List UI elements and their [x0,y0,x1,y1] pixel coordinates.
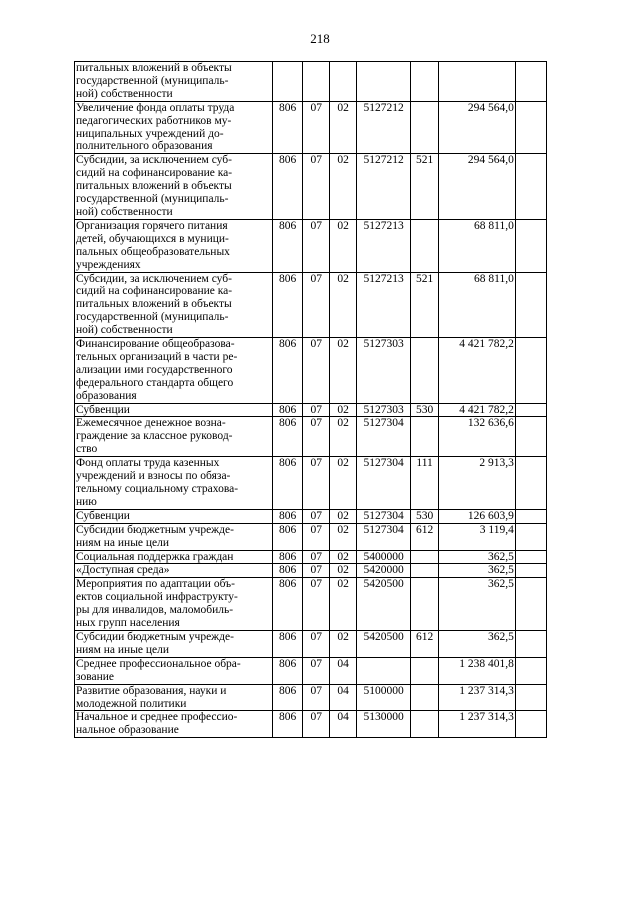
subsection-code: 02 [330,630,357,657]
row-name-line: Субсидии бюджетным учрежде- [76,630,234,643]
row-name-line: ниципальных учреждений до- [76,127,224,140]
row-name-line: ной) собственности [76,205,173,218]
amount: 4 421 782,2 [439,338,516,404]
row-name [75,564,273,578]
expense-type-code [411,711,439,738]
empty-cell [515,550,546,564]
ved-code: 806 [273,338,303,404]
row-name-line: Субвенции [76,509,130,522]
row-name [75,101,273,154]
row-name-line: образования [76,389,137,402]
table-row [75,457,547,510]
amount [439,62,516,102]
table-row [75,657,547,684]
expense-type-code: 612 [411,630,439,657]
section-code: 07 [303,417,330,457]
section-code: 07 [303,101,330,154]
row-name-line: граждение за классное руковод- [76,430,233,443]
amount: 3 119,4 [439,523,516,550]
amount: 68 811,0 [439,219,516,272]
target-article-code: 5100000 [357,684,411,711]
target-article-code [357,657,411,684]
row-name [75,711,273,738]
row-name-line: ниям на иные цели [76,643,170,656]
ved-code: 806 [273,523,303,550]
table-row [75,550,547,564]
table-row [75,711,547,738]
ved-code: 806 [273,457,303,510]
amount: 68 811,0 [439,272,516,338]
row-name-line: ры для инвалидов, маломобиль- [76,604,234,617]
row-name-line: Финансирование общеобразова- [76,338,235,351]
page-number: 218 [310,31,330,46]
row-name-line: питальных вложений в объекты [76,298,232,311]
row-name [75,272,273,338]
table-row [75,523,547,550]
table-row [75,403,547,417]
target-article-code: 5420500 [357,630,411,657]
section-code [303,62,330,102]
amount: 1 237 314,3 [439,711,516,738]
ved-code: 806 [273,403,303,417]
row-name-line: тельному социальному страхова- [76,483,239,495]
table-row [75,62,547,102]
amount: 2 913,3 [439,457,516,510]
ved-code: 806 [273,154,303,220]
subsection-code: 04 [330,711,357,738]
section-code: 07 [303,684,330,711]
subsection-code: 04 [330,657,357,684]
amount: 1 238 401,8 [439,657,516,684]
empty-cell [515,272,546,338]
section-code: 07 [303,219,330,272]
section-code: 07 [303,523,330,550]
table-row [75,154,547,220]
amount: 362,5 [439,578,516,631]
row-name-line: Среднее профессиональное обра- [76,657,241,670]
row-name-line: Развитие образования, науки и [76,684,227,697]
table-row [75,338,547,404]
row-name-line: Увеличение фонда оплаты труда [76,101,235,114]
empty-cell [515,403,546,417]
table-row [75,417,547,457]
row-name-line: Социальная поддержка граждан [76,550,234,563]
subsection-code: 02 [330,403,357,417]
row-name-line: зование [76,670,115,683]
row-name-line: «Доступная среда» [76,564,170,577]
empty-cell [515,154,546,220]
target-article-code: 5400000 [357,550,411,564]
table-row [75,101,547,154]
row-name-line: ектов социальной инфраструкту- [76,591,238,604]
section-code: 07 [303,630,330,657]
table-row [75,684,547,711]
section-code: 07 [303,457,330,510]
target-article-code: 5127303 [357,403,411,417]
target-article-code [357,62,411,102]
target-article-code: 5420500 [357,578,411,631]
expense-type-code [411,338,439,404]
amount: 132 636,6 [439,417,516,457]
row-name [75,338,273,404]
section-code: 07 [303,657,330,684]
target-article-code: 5127304 [357,523,411,550]
target-article-code: 5127213 [357,219,411,272]
table-row [75,630,547,657]
section-code: 07 [303,272,330,338]
row-name [75,550,273,564]
target-article-code: 5127212 [357,101,411,154]
amount: 362,5 [439,630,516,657]
subsection-code: 02 [330,457,357,510]
empty-cell [515,417,546,457]
budget-table [74,61,547,738]
subsection-code: 02 [330,550,357,564]
ved-code: 806 [273,101,303,154]
row-name-line: пальных общеобразовательных [76,245,230,258]
subsection-code: 02 [330,101,357,154]
row-name-line: Организация горячего питания [76,219,228,232]
target-article-code: 5127304 [357,509,411,523]
empty-cell [515,711,546,738]
empty-cell [515,684,546,711]
row-name-line: сидий на софинансирование ка- [76,285,233,298]
expense-type-code: 530 [411,403,439,417]
empty-cell [515,457,546,510]
row-name-line: ной) собственности [76,324,173,337]
row-name-line: Фонд оплаты труда казенных [76,457,220,470]
section-code: 07 [303,403,330,417]
row-name [75,509,273,523]
row-name-line: полнительного образования [76,140,213,153]
row-name-line: Субсидии бюджетным учрежде- [76,523,234,536]
target-article-code: 5127213 [357,272,411,338]
subsection-code: 04 [330,684,357,711]
row-name-line: питальных вложений в объекты [76,180,232,193]
empty-cell [515,101,546,154]
row-name-line: Субсидии, за исключением суб- [76,154,232,167]
subsection-code: 02 [330,219,357,272]
amount: 126 603,9 [439,509,516,523]
expense-type-code [411,62,439,102]
row-name-line: ализации ими государственного [76,363,233,376]
row-name-line: Субсидии, за исключением суб- [76,272,232,285]
ved-code: 806 [273,657,303,684]
row-name [75,657,273,684]
ved-code: 806 [273,630,303,657]
ved-code: 806 [273,272,303,338]
row-name [75,403,273,417]
empty-cell [515,62,546,102]
row-name-line: молодежной политики [76,697,187,710]
row-name-line: государственной (муниципаль- [76,193,229,206]
row-name-line: детей, обучающихся в муници- [76,232,229,245]
expense-type-code [411,417,439,457]
row-name-line: тельных организаций в части ре- [76,350,238,363]
table-row [75,564,547,578]
amount: 294 564,0 [439,154,516,220]
target-article-code: 5127303 [357,338,411,404]
empty-cell [515,509,546,523]
amount: 1 237 314,3 [439,684,516,711]
row-name [75,523,273,550]
expense-type-code [411,101,439,154]
section-code: 07 [303,509,330,523]
amount: 362,5 [439,564,516,578]
target-article-code: 5420000 [357,564,411,578]
expense-type-code: 530 [411,509,439,523]
empty-cell [515,630,546,657]
ved-code: 806 [273,684,303,711]
row-name [75,219,273,272]
row-name [75,578,273,631]
subsection-code: 02 [330,338,357,404]
empty-cell [515,523,546,550]
ved-code: 806 [273,509,303,523]
row-name-line: государственной (муниципаль- [76,74,229,87]
section-code: 07 [303,711,330,738]
empty-cell [515,564,546,578]
ved-code: 806 [273,417,303,457]
target-article-code: 5127304 [357,417,411,457]
expense-type-code: 612 [411,523,439,550]
target-article-code: 5127304 [357,457,411,510]
subsection-code: 02 [330,154,357,220]
row-name-line: нию [76,495,97,508]
row-name-line: питальных вложений в объекты [76,62,232,74]
expense-type-code: 111 [411,457,439,510]
row-name-line: педагогических работников му- [76,114,232,127]
table-row [75,509,547,523]
ved-code: 806 [273,550,303,564]
subsection-code: 02 [330,564,357,578]
ved-code: 806 [273,578,303,631]
row-name [75,684,273,711]
row-name-line: учреждений и взносы по обяза- [76,470,231,483]
ved-code: 806 [273,711,303,738]
row-name-line: Мероприятия по адаптации объ- [76,578,235,591]
section-code: 07 [303,154,330,220]
amount: 4 421 782,2 [439,403,516,417]
amount: 362,5 [439,550,516,564]
subsection-code: 02 [330,272,357,338]
row-name-line: ство [76,443,98,456]
expense-type-code [411,564,439,578]
subsection-code [330,62,357,102]
table-row [75,219,547,272]
row-name-line: учреждениях [76,258,141,271]
subsection-code: 02 [330,509,357,523]
expense-type-code [411,550,439,564]
row-name-line: ных групп населения [76,617,180,630]
target-article-code: 5127212 [357,154,411,220]
target-article-code: 5130000 [357,711,411,738]
section-code: 07 [303,550,330,564]
row-name-line: государственной (муниципаль- [76,311,229,324]
row-name-line: нальное образование [76,724,179,737]
row-name-line: Субвенции [76,403,130,416]
empty-cell [515,657,546,684]
empty-cell [515,578,546,631]
row-name [75,630,273,657]
row-name-line: ной) собственности [76,87,173,100]
row-name [75,154,273,220]
section-code: 07 [303,564,330,578]
expense-type-code: 521 [411,154,439,220]
table-row [75,578,547,631]
subsection-code: 02 [330,523,357,550]
expense-type-code: 521 [411,272,439,338]
section-code: 07 [303,578,330,631]
row-name-line: федерального стандарта общего [76,376,234,389]
row-name [75,62,273,102]
row-name-line: сидий на софинансирование ка- [76,167,233,180]
section-code: 07 [303,338,330,404]
row-name-line: Начальное и среднее профессио- [76,711,238,724]
ved-code [273,62,303,102]
row-name [75,417,273,457]
subsection-code: 02 [330,578,357,631]
subsection-code: 02 [330,417,357,457]
amount: 294 564,0 [439,101,516,154]
expense-type-code [411,684,439,711]
ved-code: 806 [273,219,303,272]
row-name-line: Ежемесячное денежное возна- [76,417,226,430]
expense-type-code [411,219,439,272]
ved-code: 806 [273,564,303,578]
empty-cell [515,338,546,404]
row-name [75,457,273,510]
expense-type-code [411,578,439,631]
budget-table-body [75,62,547,738]
empty-cell [515,219,546,272]
table-row [75,272,547,338]
row-name-line: ниям на иные цели [76,536,170,549]
expense-type-code [411,657,439,684]
